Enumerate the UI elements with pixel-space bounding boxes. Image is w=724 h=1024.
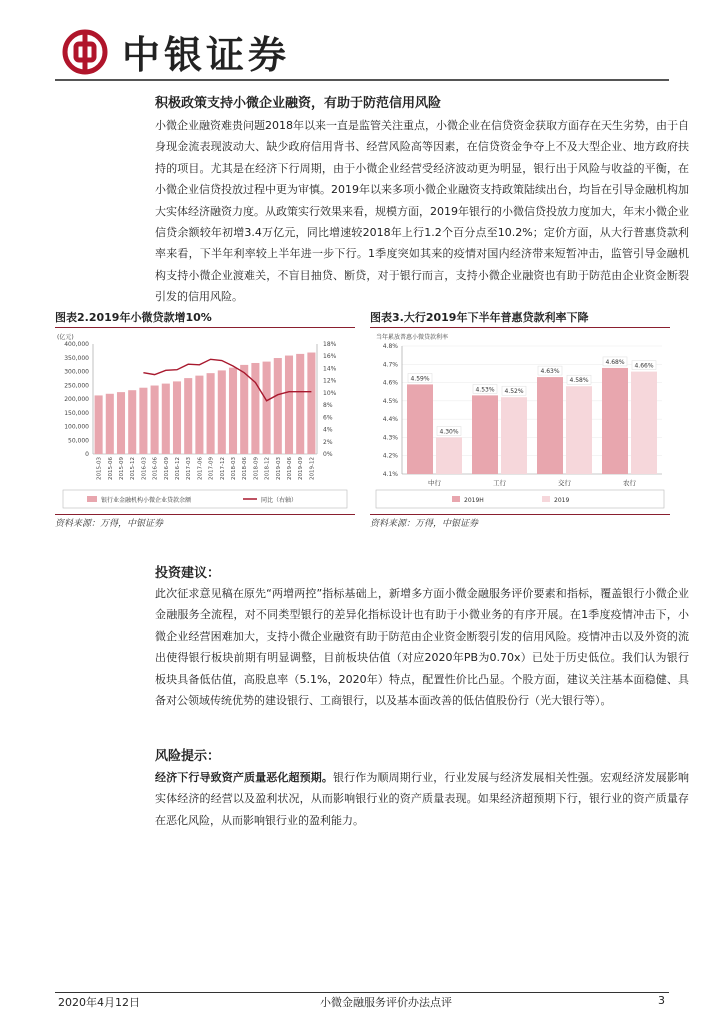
data-label: 4.53% (475, 386, 495, 394)
bar (218, 370, 226, 454)
loan-balance-chart (55, 330, 355, 512)
bar (436, 437, 462, 474)
unit-label: (亿元) (57, 334, 74, 341)
legend-box (376, 490, 664, 508)
y2-tick-label: 4% (323, 426, 333, 434)
bar (207, 373, 215, 454)
bar (472, 395, 498, 474)
y-tick-label: 4.4% (382, 416, 398, 424)
brand-logo (62, 24, 290, 79)
bar (229, 368, 237, 454)
bar (263, 362, 271, 454)
x-tick-label: 2015-06 (107, 457, 114, 480)
figure3-title: 图表3.大行2019年下半年普惠贷款利率下降 (370, 311, 589, 324)
footer-title: 小微金融服务评价办法点评 (320, 996, 452, 1009)
data-label: 4.59% (410, 375, 430, 383)
x-tick-label: 2018-09 (253, 457, 260, 480)
x-tick-label: 2017-12 (219, 457, 226, 480)
legend-label: 2019H (464, 497, 484, 504)
y-tick-label: 400,000 (64, 341, 89, 348)
data-label: 4.52% (504, 388, 524, 396)
x-tick-label: 2019-03 (275, 457, 282, 480)
y-tick-label: 4.8% (382, 343, 398, 350)
bar (95, 395, 103, 454)
bar (631, 372, 657, 474)
figure3-rule (370, 327, 670, 328)
x-tick-label: 工行 (493, 479, 506, 487)
bar (173, 381, 181, 454)
risk-lead: 经济下行导致资产质量恶化超预期。 (155, 771, 334, 784)
x-tick-label: 2018-06 (242, 457, 249, 480)
bar (602, 368, 628, 474)
y2-tick-label: 14% (323, 365, 337, 373)
bar (139, 388, 147, 454)
y-tick-label: 150,000 (64, 409, 89, 417)
y-tick-label: 200,000 (64, 396, 89, 403)
x-tick-label: 2019-06 (287, 457, 293, 480)
page-number: 3 (658, 994, 665, 1007)
data-label: 4.58% (569, 377, 589, 385)
x-tick-label: 中行 (428, 479, 441, 487)
y-tick-label: 50,000 (68, 437, 89, 445)
x-tick-label: 2018-03 (231, 457, 237, 480)
legend-swatch (542, 496, 550, 502)
y2-tick-label: 8% (323, 402, 333, 410)
bar (307, 353, 315, 454)
x-tick-label: 2018-12 (264, 457, 271, 480)
legend-swatch (452, 496, 460, 502)
x-tick-label: 2019-12 (309, 457, 316, 480)
bar (128, 390, 136, 454)
y-tick-label: 4.5% (382, 397, 398, 405)
bar (296, 354, 304, 454)
y-tick-label: 4.2% (382, 452, 398, 460)
y-tick-label: 4.7% (382, 361, 398, 369)
bar (407, 384, 433, 474)
bar (501, 397, 527, 474)
footer-divider (55, 992, 669, 993)
y-tick-label: 4.6% (382, 379, 398, 387)
figure2-rule (55, 327, 355, 328)
section-title: 积极政策支持小微企业融资，有助于防范信用风险 (155, 96, 442, 111)
body-paragraph: 小微企业融资难贵问题2018年以来一直是监管关注重点，小微企业在信贷资金获取方面存在天生劣势，由于自身现金流表现波动大、缺少政府信用背书、经营风险高等因素，在信贷资金争夺上不及大型企业、地方政府扶持的项目。尤其是在经济下行周期，由于小微企业经营受经济波动更为明显，银行出于风险与收益的平衡，在小微企业信贷投放过程中更为审慎。2019年以来多项小微企业融资支持政策陆续出台，均旨在引导金融机构加大实体经济融资力度。从政策实行效果来看，规模方面，2019年银行的小微信贷投放力度加大，年末小微企业信贷余额较年初增3.4万亿元，同比增速较2018年上行1.2个百分点至10.2%；定价方面，从大行普惠贷款利率来看，下半年利率较上半年进一步下行。1季度突如其来的疫情对国内经济带来短暂冲击，监管引导金融机构支持小微企业渡难关，不盲目抽贷、断贷，对于银行而言，支持小微企业融资也有助于防范由企业资金断裂引发的信用风险。 (155, 119, 689, 304)
data-label: 4.30% (439, 428, 459, 436)
investment-advice-heading: 投资建议： (155, 566, 221, 581)
x-tick-label: 2017-03 (186, 457, 193, 480)
figure2-source: 资料来源：万得，中银证券 (55, 519, 164, 529)
y2-tick-label: 18% (323, 341, 337, 348)
x-tick-label: 2016-09 (163, 457, 170, 480)
data-label: 4.63% (540, 368, 560, 376)
bank-of-china-logo-icon (62, 29, 108, 75)
y2-tick-label: 16% (323, 353, 337, 361)
bar (537, 377, 563, 474)
legend-swatch-bar (87, 496, 97, 502)
y2-tick-label: 12% (323, 377, 337, 385)
y-tick-label: 4.3% (382, 434, 398, 442)
x-tick-label: 交行 (558, 479, 571, 487)
bar (240, 365, 248, 454)
legend-label: 2019 (554, 497, 570, 504)
bar (184, 378, 192, 454)
bar (151, 386, 159, 454)
inclusive-loan-rate-chart (370, 330, 670, 512)
x-tick-label: 2017-09 (208, 457, 215, 480)
y2-tick-label: 0% (323, 451, 333, 458)
bar (195, 376, 203, 454)
chart-subtitle: 当年累放普惠小微贷款利率 (376, 334, 449, 341)
x-tick-label: 2015-09 (119, 457, 125, 480)
bar (117, 392, 125, 454)
x-tick-label: 2016-03 (141, 457, 148, 480)
figure2-bottom-rule (55, 514, 355, 515)
risk-paragraph (155, 767, 689, 831)
x-tick-label: 2019-09 (298, 457, 305, 480)
header-divider (55, 79, 669, 81)
y-tick-label: 0 (85, 451, 89, 458)
y-tick-label: 4.1% (382, 471, 398, 478)
x-tick-label: 2016-12 (175, 457, 181, 480)
figure2-title: 图表2.2019年小微贷款增10% (55, 311, 212, 324)
y-tick-label: 100,000 (64, 423, 89, 431)
y-tick-label: 350,000 (64, 354, 89, 362)
investment-advice-paragraph: 此次征求意见稿在原先“两增两控”指标基础上，新增多方面小微金融服务评价要素和指标，覆盖银行小微企业金融服务全流程，对不同类型银行的差异化指标设计也有助于小微业务的有序开展。在1季度疫情冲击下，小微企业经营困难加大，支持小微企业融资有助于防范由企业资金断裂引发的信用风险。疫情冲击以及外资的流出使得银行板块前期有明显调整，目前板块估值（对应2020年PB为0.70x）已处于历史低位。我们认为银行板块具备低估值，高股息率（5.1%，2020年）特点，配置性价比凸显。个股方面，建议关注基本面稳健、具备对公领域传统优势的建设银行、工商银行，以及基本面改善的低估值股份行（光大银行等）。 (155, 587, 689, 708)
x-tick-label: 2016-06 (152, 457, 159, 480)
x-tick-label: 2015-03 (96, 457, 103, 480)
bar (274, 358, 282, 454)
bar (106, 394, 114, 454)
risk-heading: 风险提示： (155, 749, 221, 764)
data-label: 4.68% (605, 358, 625, 366)
figure3-source: 资料来源：万得，中银证券 (370, 519, 479, 529)
y2-tick-label: 2% (323, 438, 333, 446)
x-tick-label: 农行 (623, 479, 636, 487)
x-tick-label: 2015-12 (130, 457, 137, 480)
risk-body: 银行作为顺周期行业，行业发展与经济发展相关性强。宏观经济发展影响实体经济的经营以及盈利状况，从而影响银行业的资产质量表现。如果经济超预期下行，银行业的资产质量存在恶化风险，从而影响银行业的盈利能力。 (155, 771, 690, 827)
bar (162, 384, 170, 454)
legend-label-bar: 银行业金融机构小微企业贷款余额 (101, 497, 192, 504)
bar (285, 356, 293, 454)
bar (566, 386, 592, 474)
y-tick-label: 250,000 (64, 382, 89, 390)
figure3-bottom-rule (370, 514, 670, 515)
x-tick-label: 2017-06 (197, 457, 204, 480)
footer-date: 2020年4月12日 (58, 996, 140, 1009)
y-tick-label: 300,000 (64, 368, 89, 376)
bar (251, 363, 259, 454)
y2-tick-label: 10% (323, 389, 337, 397)
y2-tick-label: 6% (323, 414, 333, 422)
legend-label-line: 同比（右轴） (261, 497, 298, 504)
data-label: 4.66% (634, 362, 654, 370)
brand-name: 中银证券 (122, 32, 291, 77)
